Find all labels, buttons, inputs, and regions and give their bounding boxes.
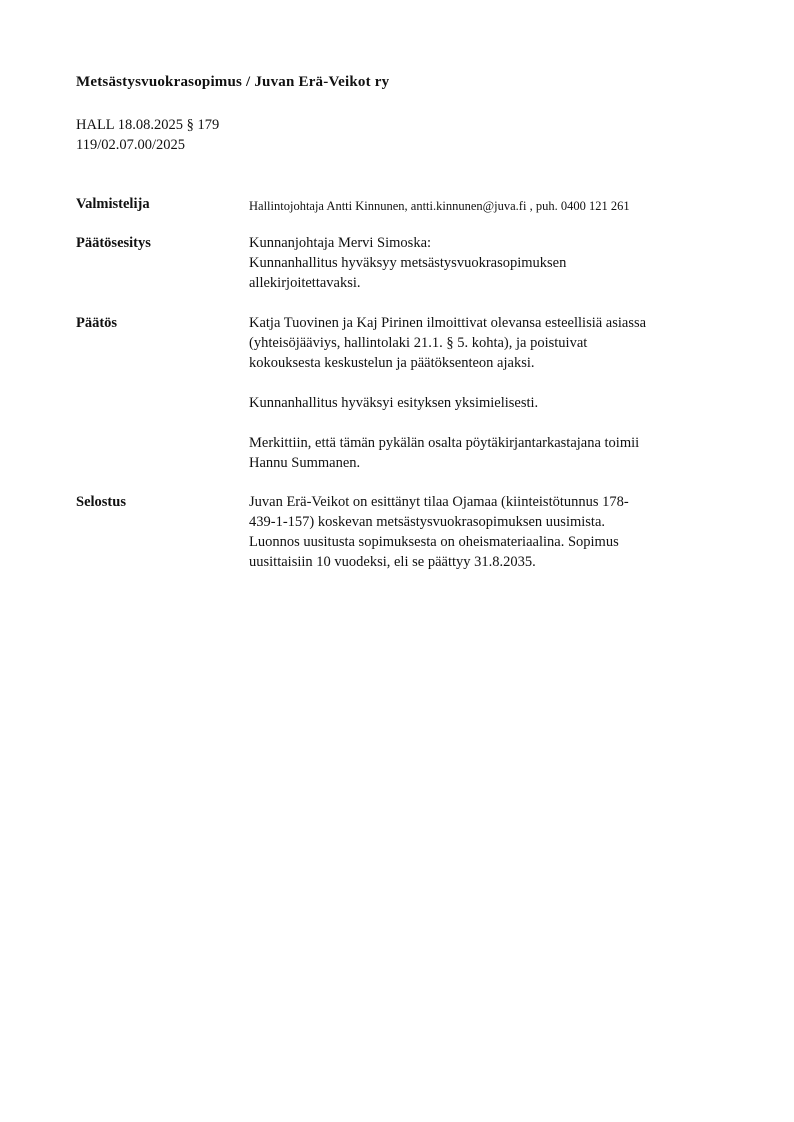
preparer-text: Hallintojohtaja Antti Kinnunen, antti.kinnunen@juva.fi , puh. 0400 121 261 <box>249 199 630 213</box>
decision-line: Merkittiin, että tämän pykälän osalta pöytäkirjantarkastajana toimii <box>249 435 640 451</box>
section-content-paatos <box>249 313 729 473</box>
proposal-line: allekirjoitettavaksi. <box>249 275 361 291</box>
decision-paragraph <box>249 313 729 373</box>
decision-paragraph <box>249 393 729 413</box>
description-line: Luonnos uusitusta sopimuksesta on oheismateriaalina. Sopimus <box>249 534 619 550</box>
decision-line: Kunnanhallitus hyväksyi esityksen yksimielisesti. <box>249 395 539 411</box>
decision-line: kokouksesta keskustelun ja päätöksenteon ajaksi. <box>249 355 535 371</box>
decision-line: Katja Tuovinen ja Kaj Pirinen ilmoittivat olevansa esteellisiä asiassa <box>249 315 647 331</box>
decision-paragraph <box>249 433 729 473</box>
decision-line: Hannu Summanen. <box>249 455 361 471</box>
proposal-line: Kunnanhallitus hyväksyy metsästysvuokrasopimuksen <box>249 255 567 271</box>
meeting-reference: HALL 18.08.2025 § 179 <box>76 117 220 133</box>
section-label-selostus: Selostus <box>76 494 126 510</box>
section-label-paatosesitys: Päätösesitys <box>76 235 151 251</box>
section-label-paatos: Päätös <box>76 315 118 331</box>
section-label-valmistelija: Valmistelija <box>76 196 150 212</box>
description-line: uusittaisiin 10 vuodeksi, eli se päättyy 31.8.2035. <box>249 554 536 570</box>
description-line: Juvan Erä-Veikot on esittänyt tilaa Ojamaa (kiinteistötunnus 178- <box>249 494 629 510</box>
case-number: 119/02.07.00/2025 <box>76 137 186 153</box>
decision-line: (yhteisöjääviys, hallintolaki 21.1. § 5. kohta), ja poistuivat <box>249 335 588 351</box>
description-line: 439-1-157) koskevan metsästysvuokrasopimuksen uusimista. <box>249 514 606 530</box>
section-content-selostus <box>249 492 729 572</box>
section-content-paatosesitys <box>249 233 729 293</box>
proposal-line: Kunnanjohtaja Mervi Simoska: <box>249 235 432 251</box>
document-title: Metsästysvuokrasopimus / Juvan Erä-Veikot ry <box>76 74 390 90</box>
section-content-valmistelija <box>249 196 729 216</box>
document-meta <box>76 115 219 155</box>
